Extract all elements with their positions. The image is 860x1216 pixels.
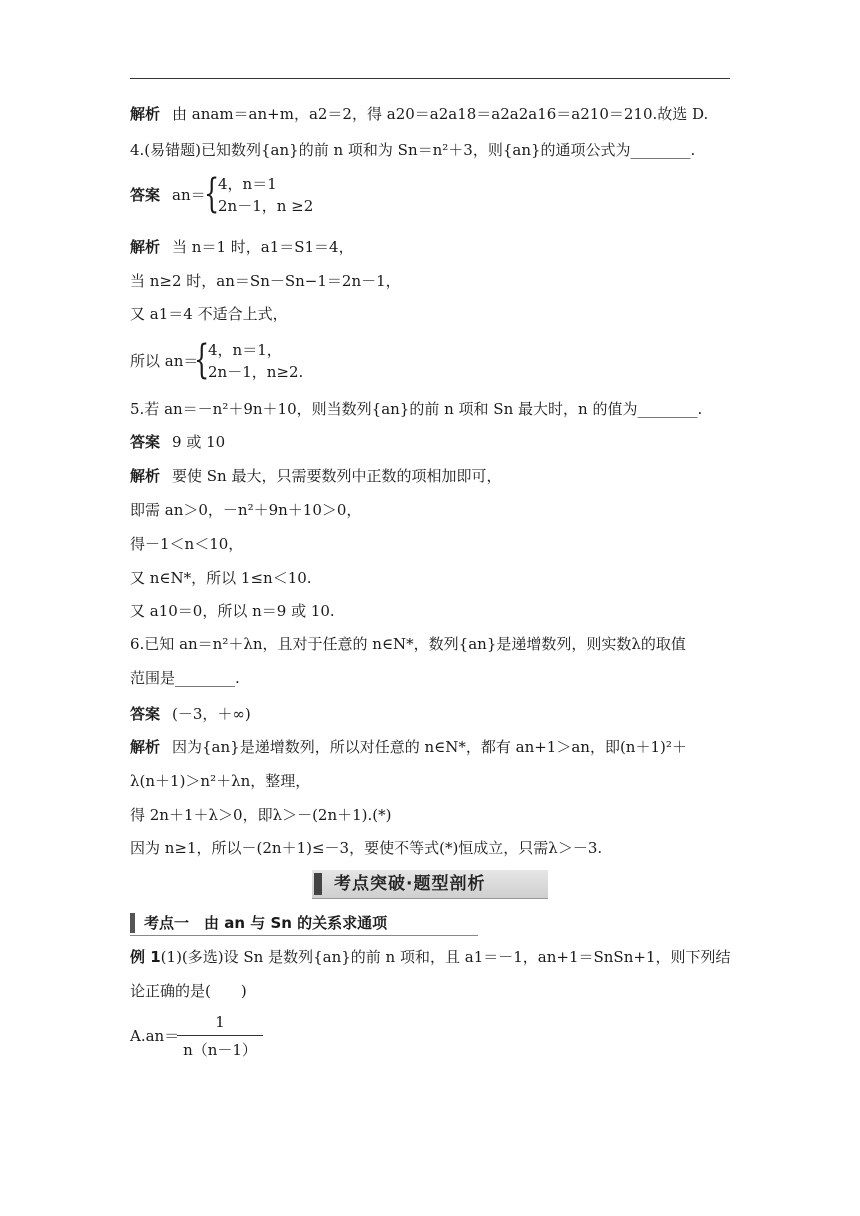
option-a-lhs: A.an＝ <box>130 1027 180 1045</box>
problem-4: 4.(易错题)已知数列{an}的前 n 项和为 Sn＝n²＋3，则{an}的通项公式为________. <box>130 141 696 159</box>
problem-6: 6.已知 an＝n²＋λn，且对于任意的 n∈N*，数列{an}是递增数列，则实数λ的取值 <box>130 635 686 653</box>
problem-5: 5.若 an＝－n²＋9n＋10，则当数列{an}的前 n 项和 Sn 最大时，n 的值为________. <box>130 400 703 418</box>
top-rule <box>130 78 730 79</box>
case-1: 4，n＝1， <box>208 341 282 359</box>
fraction-numerator: 1 <box>215 1013 225 1031</box>
text-line: 又 a1＝4 不适合上式， <box>130 305 288 323</box>
analysis-line-4: 解析 当 n＝1 时，a1＝S1＝4， <box>130 238 354 256</box>
text-line: 当 n≥2 时，an＝Sn－Sn−1＝2n－1， <box>130 272 401 290</box>
left-brace-icon: { <box>194 337 210 383</box>
banner-title: 考点突破·题型剖析 <box>334 874 486 894</box>
kaodian-heading <box>130 911 478 936</box>
answer-label: 答案 <box>130 705 161 723</box>
analysis-label: 解析 <box>130 738 161 756</box>
text-line: 得－1＜n＜10， <box>130 535 244 553</box>
solution-lhs: 所以 an＝ <box>130 352 199 370</box>
fraction-denominator: n（n－1） <box>183 1041 257 1059</box>
analysis-text: 由 anam＝an+m，a2＝2，得 a20＝a2a18＝a2a2a16＝a210＝210.故选 D. <box>172 105 709 123</box>
left-brace-icon: { <box>204 171 220 217</box>
fraction-bar <box>177 1035 263 1036</box>
section-banner <box>312 870 548 899</box>
example-label: 例 1 <box>130 948 161 966</box>
analysis-line-6: 解析 因为{an}是递增数列，所以对任意的 n∈N*，都有 an+1＞an，即(n＋1)²＋ <box>130 738 687 756</box>
answer-label: 答案 <box>130 186 161 204</box>
text-line: 即需 an＞0，－n²＋9n＋10＞0， <box>130 501 362 519</box>
answer-5: 答案 9 或 10 <box>130 433 226 451</box>
text-line: 又 a10＝0，所以 n＝9 或 10. <box>130 602 335 620</box>
text-line: 因为 n≥1，所以－(2n＋1)≤－3，要使不等式(*)恒成立，只需λ＞－3. <box>130 839 603 857</box>
answer-label: 答案 <box>130 433 161 451</box>
example-1: 例 1(1)(多选)设 Sn 是数列{an}的前 n 项和，且 a1＝－1，an+1＝SnSn+1，则下列结 <box>130 948 731 966</box>
analysis-label: 解析 <box>130 105 161 123</box>
text-line: 又 n∈N*，所以 1≤n＜10. <box>130 569 312 587</box>
case-1: 4，n＝1 <box>218 175 277 193</box>
answer-lhs: an＝ <box>172 186 206 204</box>
kaodian-title: 考点一 由 an 与 Sn 的关系求通项 <box>144 914 388 932</box>
heading-bar-icon <box>130 913 135 933</box>
text-line: λ(n＋1)＞n²＋λn，整理， <box>130 772 311 790</box>
solution-case <box>130 338 530 382</box>
case-2: 2n－1，n≥2. <box>208 363 304 381</box>
answer-4 <box>130 172 530 216</box>
option-a <box>130 1013 330 1059</box>
text-line: 得 2n＋1＋λ＞0，即λ＞－(2n＋1).(*) <box>130 806 392 824</box>
analysis-line-5: 解析 要使 Sn 最大，只需要数列中正数的项相加即可， <box>130 467 502 485</box>
problem-6-cont: 范围是________. <box>130 669 240 687</box>
banner-mark-icon <box>314 873 322 895</box>
analysis-label: 解析 <box>130 467 161 485</box>
analysis-label: 解析 <box>130 238 161 256</box>
answer-6: 答案 (－3，＋∞) <box>130 705 251 723</box>
example-1-cont: 论正确的是( ) <box>130 982 247 1000</box>
analysis-line-1 <box>130 104 732 124</box>
case-2: 2n－1，n ≥2 <box>218 197 314 215</box>
